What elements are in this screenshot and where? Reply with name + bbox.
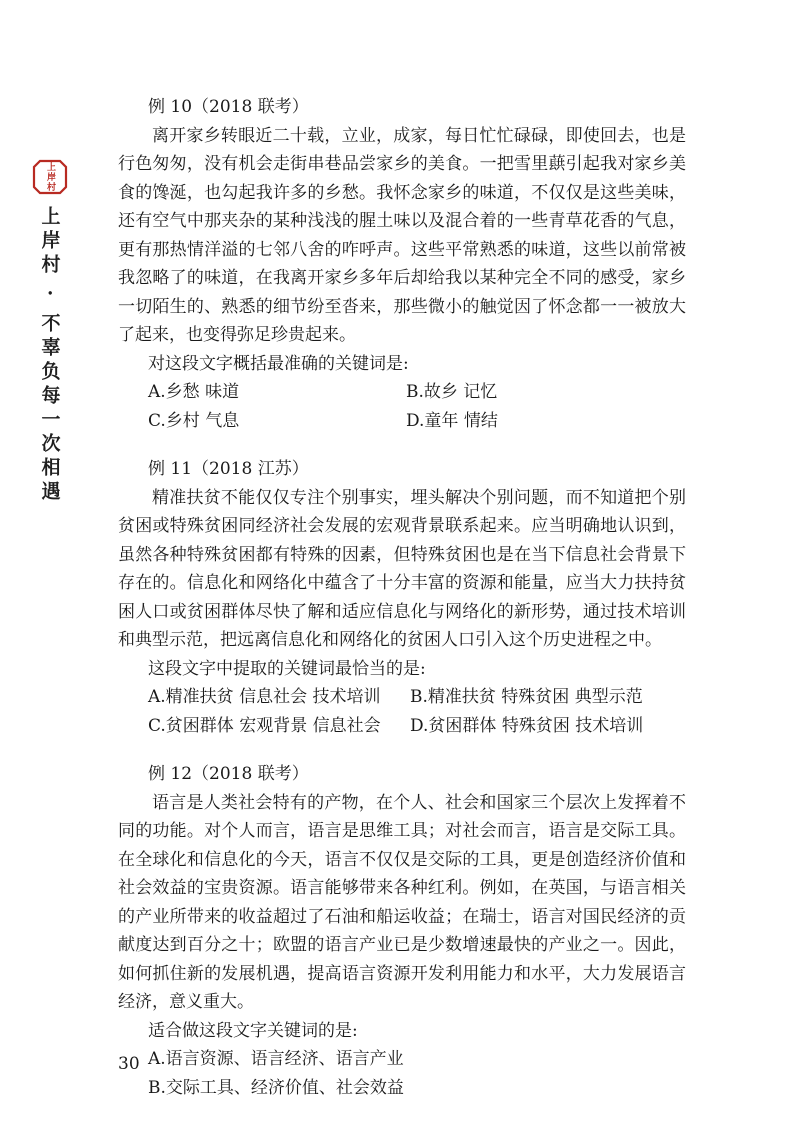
example-title: 例 10（2018 联考） [148, 97, 309, 117]
example-question: 对这段文字概括最准确的关键词是: [148, 353, 409, 374]
example-paragraph: 离开家乡转眼近二十载，立业，成家，每日忙忙碌碌，即使回去，也是行色匆匆，没有机会走街串巷品尝家乡的美食。一把雪里蕻引起我对家乡美食的馋涎，也勾起我许多的乡愁。我怀念家乡的味道，不仅仅是这些美味，还有空气中那夹杂的某种浅浅的腥土味以及混合着的一些青草花香的气息，更有那热情洋溢的七邻八舍的咋呼声。这些平常熟悉的味道，这些以前常被我忽略了的味道，在我离开家乡多年后却给我以某种完全不同的感受，家乡一切陌生的、熟悉的细节纷至沓来，那些微小的触觉因了怀念都一一被放大了起来，也变得弥足珍贵起来。 [118, 125, 686, 345]
example-question: 这段文字中提取的关键词最恰当的是: [148, 658, 426, 679]
example-question: 适合做这段文字关键词的是: [148, 1020, 358, 1041]
example-title: 例 11（2018 江苏） [148, 459, 309, 479]
example-12 [118, 760, 686, 1102]
answer-options [118, 378, 686, 435]
option-d: D.童年 情结 [406, 410, 498, 431]
option-b: B.精准扶贫 特殊贫困 典型示范 [410, 687, 643, 707]
example-paragraph: 语言是人类社会特有的产物，在个人、社会和国家三个层次上发挥着不同的功能。对个人而言，语言是思维工具；对社会而言，语言是交际工具。在全球化和信息化的今天，语言不仅仅是交际的工具，更是创造经济价值和社会效益的宝贵资源。语言能够带来各种红利。例如，在英国，与语言相关的产业所带来的收益超过了石油和船运收益；在瑞士，语言对国民经济的贡献度达到百分之十；欧盟的语言产业已是少数增速最快的产业之一。因此，如何抓住新的发展机遇，提高语言资源开发利用能力和水平，大力发展语言经济，意义重大。 [118, 792, 686, 1012]
page-number: 30 [118, 1054, 140, 1074]
example-10 [118, 93, 686, 435]
example-title: 例 12（2018 联考） [148, 764, 309, 784]
option-a: A.乡愁 味道 [148, 382, 240, 402]
option-c: C.乡村 气息 [148, 410, 240, 431]
example-11 [118, 455, 686, 740]
option-b: B.交际工具、经济价值、社会效益 [148, 1077, 404, 1098]
option-d: D.贫困群体 特殊贫困 技术培训 [410, 715, 644, 736]
answer-options [118, 683, 686, 740]
brand-sidebar [30, 158, 70, 505]
option-a: A.精准扶贫 信息社会 技术培训 [148, 687, 381, 707]
example-paragraph: 精准扶贫不能仅仅专注个别事实，埋头解决个别问题，而不知道把个别贫困或特殊贫困同经济社会发展的宏观背景联系起来。应当明确地认识到，虽然各种特殊贫困都有特殊的因素，但特殊贫困也是在当下信息社会背景下存在的。信息化和网络化中蕴含了十分丰富的资源和能量，应当大力扶持贫困人口或贫困群体尽快了解和适应信息化与网络化的新形势，通过技术培训和典型示范，把远离信息化和网络化的贫困人口引入这个历史进程之中。 [118, 487, 686, 650]
brand-slogan: 上岸村 · 不辜负每一次相遇 [38, 206, 61, 505]
option-b: B.故乡 记忆 [406, 382, 498, 402]
option-a: A.语言资源、语言经济、语言产业 [148, 1049, 404, 1069]
seal-logo [31, 158, 69, 196]
option-c: C.贫困群体 宏观背景 信息社会 [148, 715, 381, 736]
seal-text: 上岸村 [45, 162, 55, 192]
page-content [118, 93, 686, 1122]
answer-options [118, 1045, 686, 1102]
